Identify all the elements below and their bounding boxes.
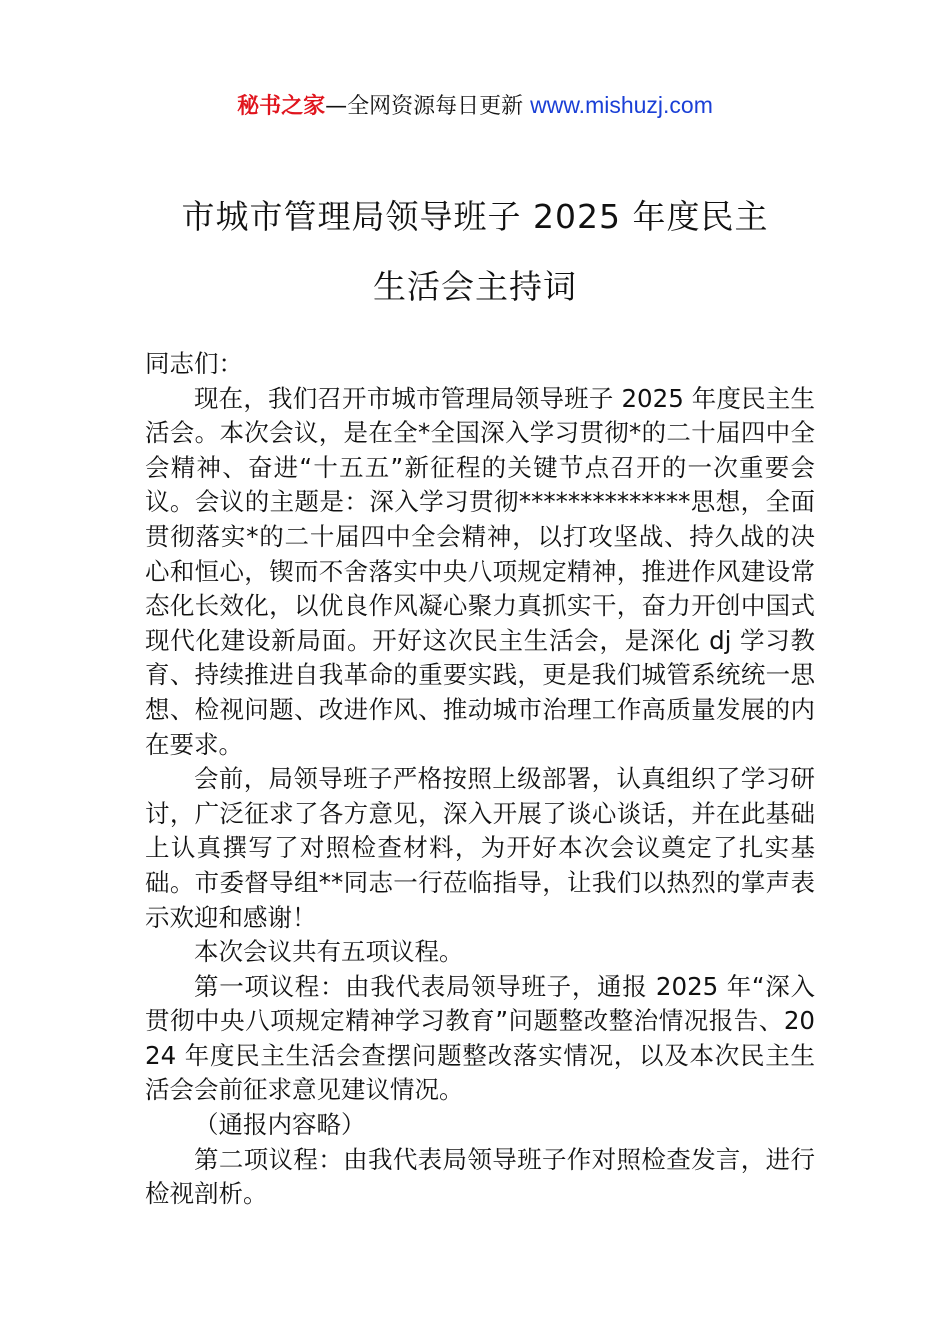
document-body [145, 347, 815, 1212]
paragraph-agenda-item-1: 第一项议程：由我代表局领导班子，通报 2025 年“深入贯彻中央八项规定精神学习教育”问题整改整治情况报告、2024 年度民主生活会查摆问题整改落实情况，以及本次民主生活会会前征求意见建议情况。 [145, 971, 815, 1105]
paragraph-preparation: 会前，局领导班子严格按照上级部署，认真组织了学习研讨，广泛征求了各方意见，深入开展了谈心谈话，并在此基础上认真撰写了对照检查材料，为开好本次会议奠定了扎实基础。市委督导组**同志一行莅临指导，让我们以热烈的掌声表示欢迎和感谢！ [145, 764, 815, 932]
site-header [0, 88, 950, 124]
document-title [120, 182, 830, 322]
paragraph-opening: 现在，我们召开市城市管理局领导班子 2025 年度民主生活会。本次会议，是在全*全国深入学习贯彻*的二十届四中全会精神、奋进“十五五”新征程的关键节点召开的一次重要会议。会议的主题是：深入学习贯彻**************思想，全面贯彻落实*的二十届四中全会精神，以打攻坚战、持久战的决心和恒心，锲而不舍落实中央八项规定精神，推进作风建设常态化长效化，以优良作风凝心聚力真抓实干，奋力开创中国式现代化建设新局面。开好这次民主生活会，是深化 dj 学习教育、持续推进自我革命的重要实践，更是我们城管系统统一思想、检视问题、改进作风、推动城市治理工作高质量发展的内在要求。 [145, 383, 815, 759]
site-url-link[interactable]: www.mishuzj.com [530, 92, 713, 118]
site-brand[interactable]: 秘书之家 [237, 94, 326, 119]
paragraph-report-omitted: （通报内容略） [194, 1110, 366, 1140]
site-tagline: —全网资源每日更新 [325, 94, 524, 119]
document-title-line-2: 生活会主持词 [373, 267, 577, 306]
salutation: 同志们： [145, 349, 243, 378]
document-title-line-1: 市城市管理局领导班子 2025 年度民主 [181, 197, 769, 236]
paragraph-agenda-intro: 本次会议共有五项议程。 [194, 937, 464, 967]
paragraph-agenda-item-2: 第二项议程：由我代表局领导班子作对照检查发言，进行检视剖析。 [145, 1144, 815, 1209]
